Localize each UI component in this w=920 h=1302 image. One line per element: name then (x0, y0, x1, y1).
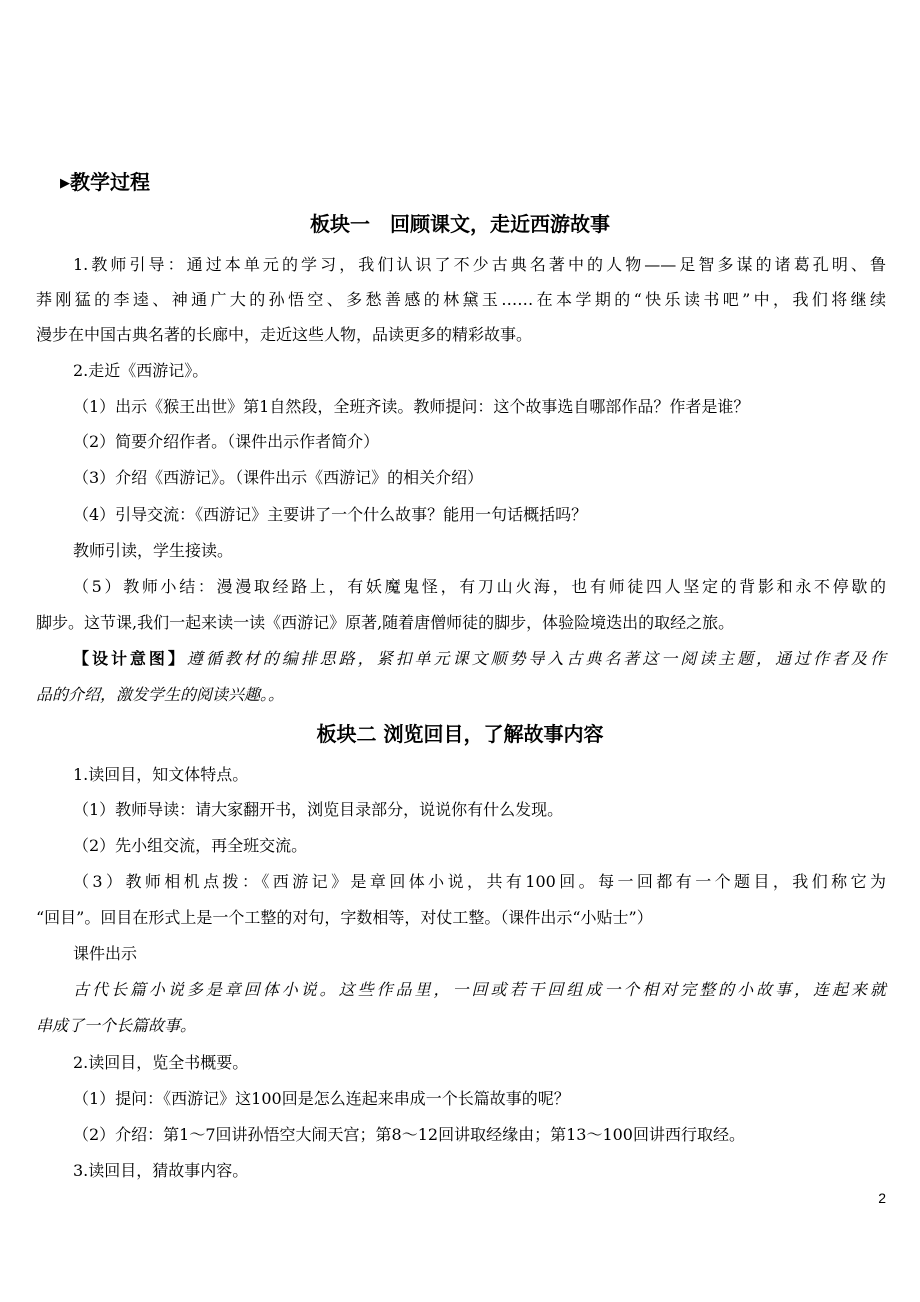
triangle-marker-icon: ▶ (60, 176, 70, 191)
courseware-label: 课件出示 (73, 944, 138, 963)
design-intent-label: 【设计意图】 (73, 649, 187, 668)
section-heading-text: 教学过程 (70, 170, 150, 194)
block1-paragraph1-line2: 莽刚猛的李逵、神通广大的孙悟空、多愁善感的林黛玉……在本学期的“快乐读书吧”中，我们将继续 (36, 290, 886, 309)
block1-step5-line2: 脚步。这节课,我们一起来读一读《西游记》原著,随着唐僧师徒的脚步，体验险境迭出的取经之旅。 (36, 613, 735, 632)
block1-step1: （1）出示《猴王出世》第1自然段，全班齐读。教师提问：这个故事选自哪部作品？作者是谁？ (73, 397, 750, 416)
block2-step1: （1）教师导读：请大家翻开书，浏览目录部分，说说你有什么发现。 (73, 800, 564, 819)
block2-paragraph3: 3.读回目，猜故事内容。 (73, 1161, 249, 1180)
courseware-text-line2: 串成了一个长篇故事。 (36, 1016, 197, 1035)
block1-step4-follow: 教师引读，学生接读。 (73, 541, 234, 560)
design-intent-line2: 品的介绍，激发学生的阅读兴趣。。 (36, 685, 285, 704)
block1-step4: （4）引导交流：《西游记》主要讲了一个什么故事？能用一句话概括吗？ (73, 505, 588, 524)
block2-step2: （2）先小组交流，再全班交流。 (73, 836, 308, 855)
block2-question1: （1）提问：《西游记》这100回是怎么连起来串成一个长篇故事的呢？ (73, 1089, 570, 1108)
block2-step3-line1: （3）教师相机点拨：《西游记》是章回体小说，共有100回。每一回都有一个题目，我们称它为 (73, 872, 886, 891)
block2-step3-line2: “回目”。回目在形式上是一个工整的对句，字数相等，对仗工整。（课件出示“小贴士”） (36, 908, 653, 927)
page-number: 2 (878, 1190, 886, 1206)
block2-question2: （2）介绍：第1～7回讲孙悟空大闹天宫；第8～12回讲取经缘由；第13～100回讲西行取经。 (73, 1125, 745, 1144)
block2-paragraph1: 1.读回目，知文体特点。 (73, 765, 249, 784)
block1-step2: （2）简要介绍作者。（课件出示作者简介） (73, 432, 380, 451)
section-heading (60, 168, 150, 198)
design-intent-line1 (36, 647, 886, 671)
block1-paragraph2: 2.走近《西游记》。 (73, 361, 209, 380)
block1-step3: （3）介绍《西游记》。（课件出示《西游记》的相关介绍） (73, 468, 484, 487)
design-intent-text: 遵循教材的编排思路，紧扣单元课文顺势导入古典名著这一阅读主题，通过作者及作 (186, 649, 886, 668)
block1-paragraph1-line3: 漫步在中国古典名著的长廊中，走近这些人物，品读更多的精彩故事。 (36, 325, 533, 344)
block1-title: 板块一 回顾课文，走近西游故事 (310, 212, 610, 236)
block1-step5-line1: （5）教师小结：漫漫取经路上，有妖魔鬼怪，有刀山火海，也有师徒四人坚定的背影和永不停歇的 (73, 577, 886, 596)
block1-paragraph1-line1: 1.教师引导：通过本单元的学习，我们认识了不少古典名著中的人物——足智多谋的诸葛孔明、鲁 (73, 255, 886, 274)
block2-title: 板块二 浏览回目，了解故事内容 (316, 722, 604, 746)
courseware-text-line1: 古代长篇小说多是章回体小说。这些作品里，一回或若干回组成一个相对完整的小故事，连起来就 (73, 980, 886, 999)
block2-paragraph2: 2.读回目，览全书概要。 (73, 1053, 249, 1072)
